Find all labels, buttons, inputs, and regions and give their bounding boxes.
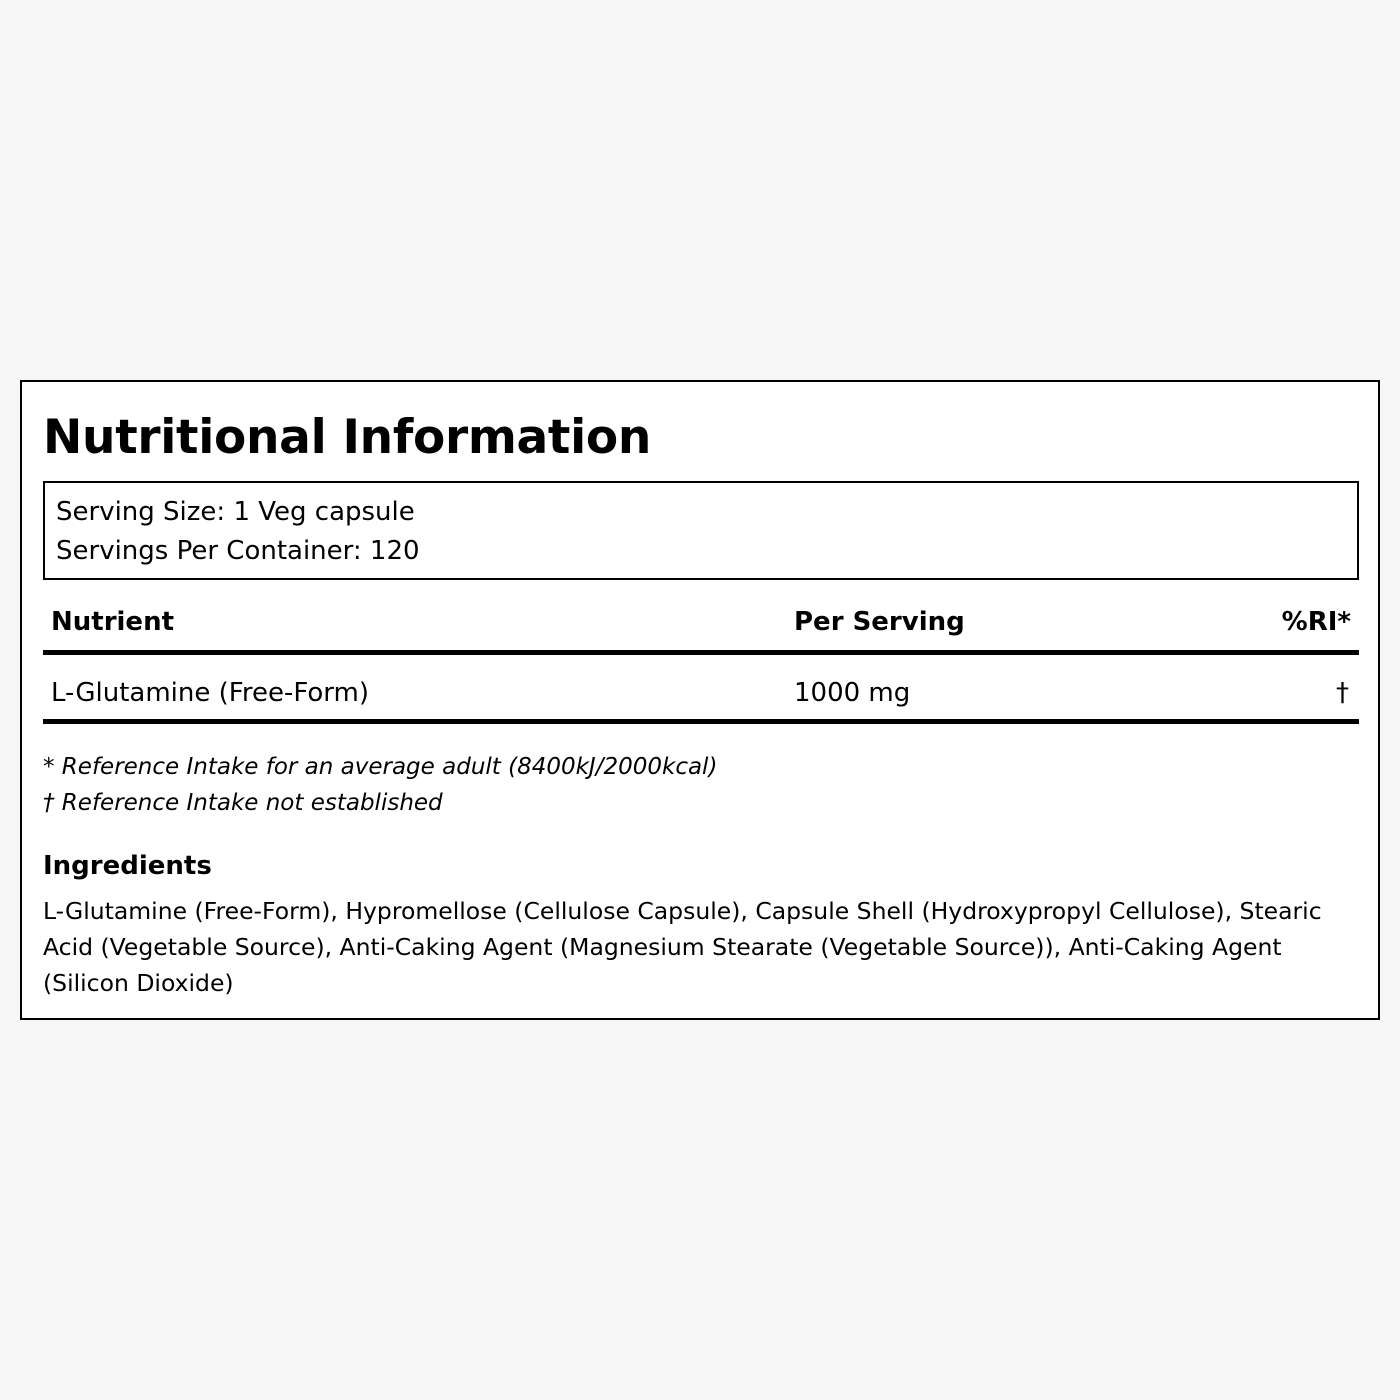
header-ri: %RI* [1281,607,1351,637]
footnote-reference-intake: * Reference Intake for an average adult (8400kJ/2000kcal) [43,754,718,780]
panel-title: Nutritional Information [43,410,652,465]
row-ri: † [1336,678,1349,708]
header-per-serving: Per Serving [794,607,965,637]
table-divider-bottom [43,719,1359,724]
ingredients-text: L-Glutamine (Free-Form), Hypromellose (Cellulose Capsule), Capsule Shell (Hydroxypropyl Cellulose), Stearic Acid (Vegetable Source), Anti-Caking Agent (Magnesium Stearate (Vegetable Source)), Anti-Caking Agent (Silicon Dioxide) [43,897,1322,997]
header-nutrient: Nutrient [51,607,175,637]
nutrition-panel [20,380,1380,1020]
serving-info-box [43,481,1359,580]
row-per-serving: 1000 mg [794,678,911,708]
ingredients-heading: Ingredients [43,851,212,881]
serving-size: Serving Size: 1 Veg capsule [56,497,415,527]
row-nutrient: L-Glutamine (Free-Form) [51,678,369,708]
footnote-not-established: † Reference Intake not established [43,790,443,816]
servings-per-container: Servings Per Container: 120 [56,536,420,566]
table-divider-top [43,650,1359,655]
